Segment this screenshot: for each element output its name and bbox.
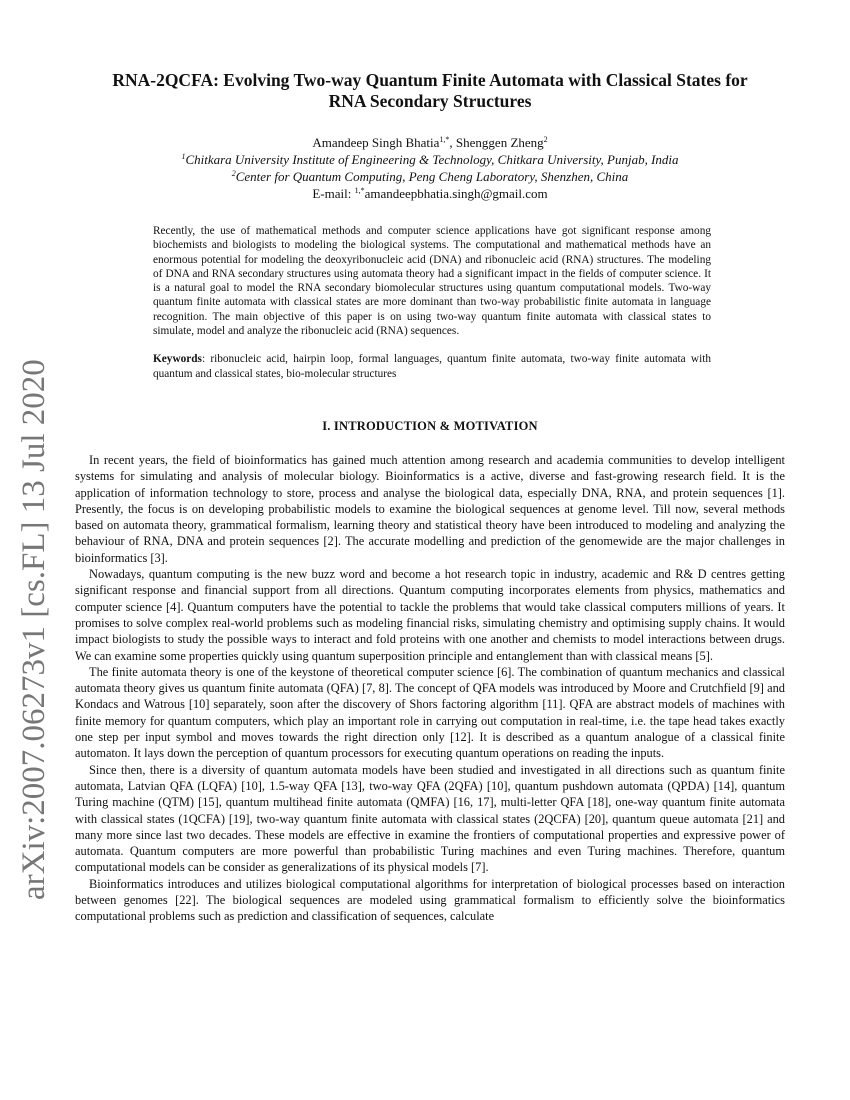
paragraph: Since then, there is a diversity of quantum automata models have been studied and investigated in all directions such as quantum finite automata, Latvian QFA (LQFA) [10], 1.5-way QFA [13], two-way QFA (2QFA) [10], quantum pushdown automata (QPDA) [14], quantum Turing machine (QTM) [15], quantum multihead finite automata (QMFA) [16, 17], multi-letter QFA [18], one-way quantum finite automata with classical states (1QCFA) [19], two-way quantum finite automata with classical states (2QCFA) [20], quantum queue automata [21] and many more since last two decades. These models are effective in examine the frontiers of computational properties and expressive power of automata. Quantum computers are more powerful than probabilistic Turing machines and even Turing machines. Therefore, quantum computational models can be consider as generalizations of its physical models [7]. — [75, 762, 785, 875]
affiliation-2-mark: 2 — [231, 169, 236, 178]
author-2-affil-mark: 2 — [543, 135, 548, 144]
paragraph: The finite automata theory is one of the keystone of theoretical computer science [6]. The combination of quantum mechanics and classical automata theory gives us quantum finite automata (QFA) [7, 8]. The concept of QFA models was introduced by Moore and Crutchfield [9] and Kondacs and Watrous [10] separately, soon after the discovery of Shors factoring algorithm [11]. QFA are abstract models of machines with finite memory for quantum computers, which play an important role in carrying out computation in real-time, i.e. the tape head takes exactly one step per input symbol and moves towards the right direction only [12]. It is described as a quantum analogue of a classical finite automaton. It lays down the perception of quantum processors for executing quantum operations on reading the inputs. — [75, 664, 785, 761]
keywords — [153, 352, 711, 381]
email-label: E-mail: — [312, 186, 355, 201]
section-heading: I. INTRODUCTION & MOTIVATION — [322, 418, 538, 433]
email-mark: 1,* — [354, 186, 365, 195]
affiliation-1-text: Chitkara University Institute of Engineering & Technology, Chitkara University, Punjab, India — [185, 152, 679, 167]
abstract-text: Recently, the use of mathematical methods and computer science applications have got significant response among biochemists and biologists to modeling the biological systems. The computational and mathematical methods have an enormous potential for modeling the deoxyribonucleic acid (DNA) and ribonucleic acid (RNA) structures. The modeling of DNA and RNA secondary structures using automata theory had a significant impact in the fields of computer science. It is a natural goal to model the RNA secondary biomolecular structures using quantum computational models. Two-way quantum finite automata with classical states are more dominant than two-way probabilistic finite automata in language recognition. The main objective of this paper is on using two-way quantum finite automata with classical states to simulate, model and analyze the ribonucleic acid (RNA) sequences. — [153, 225, 711, 338]
paragraph: In recent years, the field of bioinformatics has gained much attention among research and academia communities to develop intelligent systems for simulating and analysis of molecular biology. Bioinformatics is a active, diverse and fast-growing research field. It is the application of information technology to store, process and analyse the biological data, especially DNA, RNA, and protein sequences [1]. Presently, the focus is on developing probabilistic models to examine the biological sequences at genome level. Till now, several methods based on automata theory, grammatical formalism, learning theory and statistical theory have been introduced to modeling and analyzing the behaviour of RNA, DNA and protein sequences [2]. The accurate modelling and prediction of the genomewide are the major challenges in bioinformatics [3]. — [75, 452, 785, 565]
author-separator: , — [449, 135, 456, 150]
affiliation-1-mark: 1 — [181, 152, 186, 161]
abstract — [153, 224, 711, 338]
title-line-1: RNA-2QCFA: Evolving Two-way Quantum Finite Automata with Classical States for — [112, 70, 748, 90]
keywords-text: : ribonucleic acid, hairpin loop, formal languages, quantum finite automata, two-way finite automata with quantum and classical states, bio-molecular structures — [153, 353, 711, 380]
paragraph: Bioinformatics introduces and utilizes biological computational algorithms for interpretation of biological processes based on interaction between genomes [22]. The biological sequences are modeled using grammatical formalism to efficiently solve the bioinformatics computational problems such as prediction and classification of sequences, calculate — [75, 876, 785, 924]
keywords-label: Keywords — [153, 353, 202, 366]
paragraph: Nowadays, quantum computing is the new buzz word and become a hot research topic in industry, academic and R& D centres getting significant response and financial support from all directions. Quantum computing incorporates elements from physics, mathematics and computer science [4]. Quantum computers have the potential to tackle the problems that would take classical computers millions of years. It promises to solve complex real-world problems such as modeling financial risks, simulating chemistry and optimising supply chains. It would impact biologists to study the possible ways to interact and fold proteins with one another and chemists to model interactions between drugs. We can examine some properties quickly using quantum superposition principle and entanglement than with classical means [5]. — [75, 567, 785, 663]
title-line-2: RNA Secondary Structures — [328, 91, 532, 111]
affiliation-2-text: Center for Quantum Computing, Peng Cheng Laboratory, Shenzhen, China — [235, 169, 629, 184]
affiliation-1 — [75, 151, 785, 168]
author-2: Shenggen Zheng — [455, 135, 544, 150]
arxiv-identifier: arXiv:2007.06273v1 [cs.FL] 13 Jul 2020 — [16, 359, 52, 900]
author-list — [75, 134, 785, 151]
section-body — [75, 452, 785, 925]
email-address[interactable]: amandeepbhatia.singh@gmail.com — [364, 186, 548, 201]
paper-title — [75, 70, 785, 112]
contact-email — [75, 185, 785, 202]
paper-page — [75, 70, 785, 925]
author-1: Amandeep Singh Bhatia — [312, 135, 440, 150]
affiliation-2 — [75, 168, 785, 185]
author-1-affil-mark: 1,* — [439, 135, 450, 144]
